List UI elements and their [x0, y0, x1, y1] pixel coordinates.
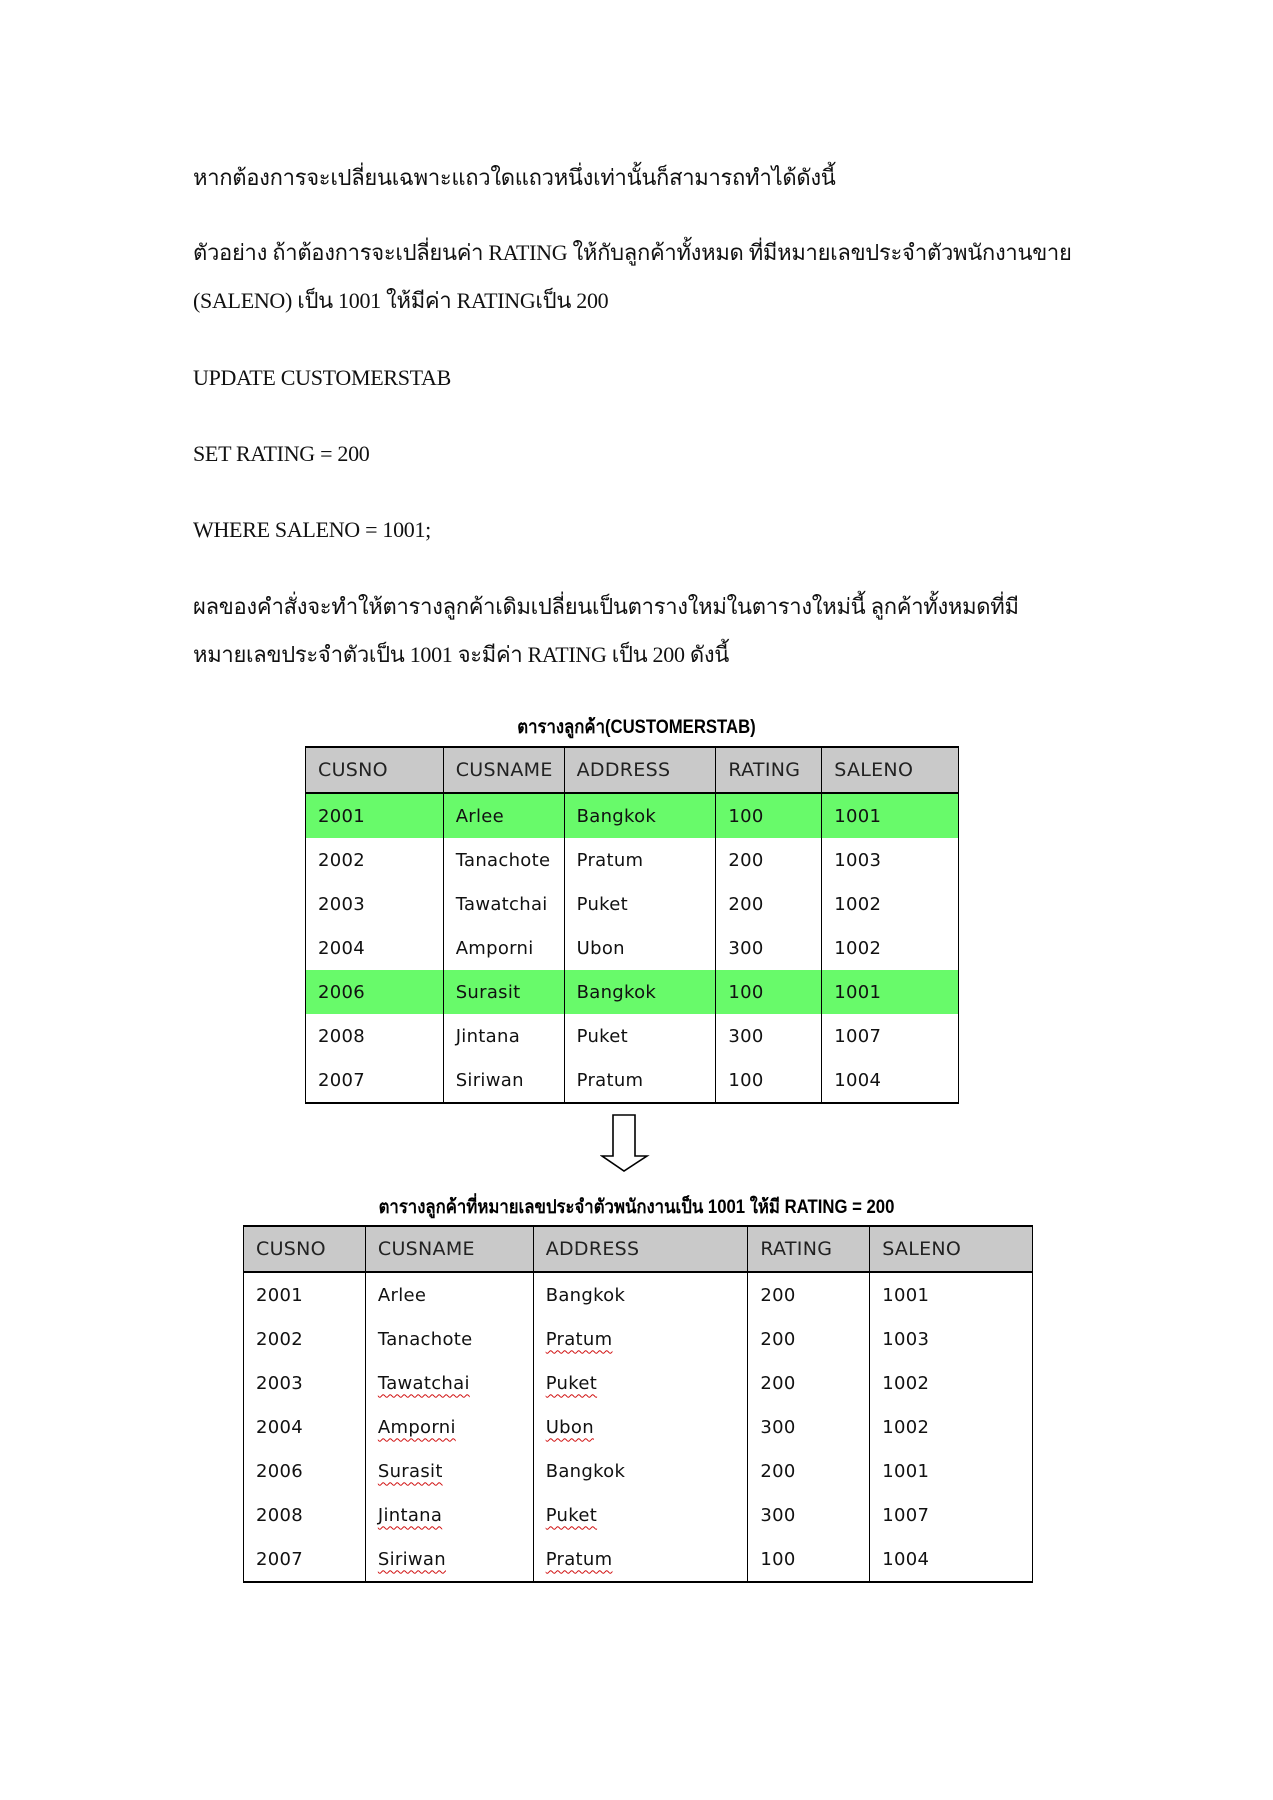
table-row — [306, 1058, 959, 1103]
spellcheck-flagged-word: Jintana — [377, 1504, 443, 1526]
cell-rating: 200 — [748, 1449, 870, 1493]
table-row — [244, 1317, 1033, 1361]
cell-cusname: Tanachote — [365, 1317, 533, 1361]
spellcheck-flagged-word: Tawatchai — [377, 1372, 470, 1394]
cell-cusname — [365, 1405, 533, 1449]
table-row — [306, 926, 959, 970]
spellcheck-flagged-word: Ubon — [545, 1416, 594, 1438]
cell-rating: 200 — [716, 882, 822, 926]
cell-cusname — [365, 1537, 533, 1582]
cell-rating: 100 — [716, 793, 822, 838]
spellcheck-flagged-word: Pratum — [545, 1548, 613, 1570]
cell-cusno: 2007 — [244, 1537, 366, 1582]
column-header-address: ADDRESS — [533, 1226, 748, 1272]
cell-cusname: Surasit — [443, 970, 564, 1014]
cell-address — [533, 1317, 748, 1361]
cell-address — [533, 1361, 748, 1405]
cell-address: Puket — [564, 1014, 716, 1058]
cell-saleno: 1003 — [870, 1317, 1033, 1361]
cell-cusno: 2007 — [306, 1058, 444, 1103]
table-header-row — [244, 1226, 1033, 1272]
cell-cusname: Siriwan — [443, 1058, 564, 1103]
column-header-saleno: SALENO — [822, 747, 959, 793]
spellcheck-flagged-word: Siriwan — [377, 1548, 446, 1570]
cell-rating: 200 — [748, 1272, 870, 1317]
table-row — [244, 1537, 1033, 1582]
cell-saleno: 1002 — [822, 926, 959, 970]
cell-rating: 200 — [748, 1317, 870, 1361]
cell-cusno: 2003 — [306, 882, 444, 926]
customers-table-before — [305, 746, 959, 1104]
customers-table-after — [243, 1225, 1033, 1583]
example-paragraph-line-1: ตัวอย่าง ถ้าต้องการจะเปลี่ยนค่า RATING ให้กับลูกค้าทั้งหมด ที่มีหมายเลขประจำตัวพนักงานขาย — [193, 240, 1072, 265]
spellcheck-flagged-word: Puket — [545, 1372, 598, 1394]
cell-cusno: 2004 — [306, 926, 444, 970]
cell-rating: 300 — [748, 1493, 870, 1537]
cell-rating: 200 — [716, 838, 822, 882]
example-paragraph-line-2: (SALENO) เป็น 1001 ให้มีค่า RATINGเป็น 200 — [193, 288, 609, 313]
cell-address: Bangkok — [564, 793, 716, 838]
column-header-cusname: CUSNAME — [365, 1226, 533, 1272]
column-header-cusno: CUSNO — [306, 747, 444, 793]
table-row — [244, 1405, 1033, 1449]
column-header-rating: RATING — [716, 747, 822, 793]
cell-cusname: Tanachote — [443, 838, 564, 882]
column-header-address: ADDRESS — [564, 747, 716, 793]
column-header-cusno: CUSNO — [244, 1226, 366, 1272]
sql-line-update: UPDATE CUSTOMERSTAB — [193, 365, 452, 390]
cell-saleno: 1001 — [822, 793, 959, 838]
cell-saleno: 1001 — [822, 970, 959, 1014]
cell-cusname — [365, 1493, 533, 1537]
cell-saleno: 1004 — [870, 1537, 1033, 1582]
cell-cusno: 2006 — [244, 1449, 366, 1493]
table-row — [244, 1272, 1033, 1317]
table-after-caption: ตารางลูกค้าที่หมายเลขประจำตัวพนักงานเป็น 1001 ให้มี RATING = 200 — [378, 1197, 895, 1218]
cell-cusno: 2002 — [244, 1317, 366, 1361]
cell-cusname: Arlee — [365, 1272, 533, 1317]
result-paragraph-line-2: หมายเลขประจำตัวเป็น 1001 จะมีค่า RATING เป็น 200 ดังนี้ — [193, 642, 730, 667]
intro-paragraph: หากต้องการจะเปลี่ยนเฉพาะแถวใดแถวหนึ่งเท่านั้นก็สามารถทำได้ดังนี้ — [193, 165, 836, 190]
cell-address: Puket — [564, 882, 716, 926]
cell-rating: 300 — [716, 1014, 822, 1058]
cell-address: Bangkok — [564, 970, 716, 1014]
cell-cusno: 2001 — [244, 1272, 366, 1317]
cell-rating: 200 — [748, 1361, 870, 1405]
column-header-cusname: CUSNAME — [443, 747, 564, 793]
cell-cusname — [365, 1449, 533, 1493]
cell-cusno: 2002 — [306, 838, 444, 882]
cell-saleno: 1004 — [822, 1058, 959, 1103]
down-arrow-icon — [600, 1114, 650, 1172]
cell-saleno: 1007 — [870, 1493, 1033, 1537]
cell-address: Pratum — [564, 838, 716, 882]
result-paragraph-line-1: ผลของคำสั่งจะทำให้ตารางลูกค้าเดิมเปลี่ยนเป็นตารางใหม่ในตารางใหม่นี้ ลูกค้าทั้งหมดที่มี — [193, 594, 1019, 619]
cell-rating: 100 — [716, 1058, 822, 1103]
table-row-highlighted — [306, 793, 959, 838]
cell-saleno: 1001 — [870, 1272, 1033, 1317]
cell-address: Bangkok — [533, 1272, 748, 1317]
cell-saleno: 1007 — [822, 1014, 959, 1058]
table-row — [306, 882, 959, 926]
cell-saleno: 1003 — [822, 838, 959, 882]
spellcheck-flagged-word: Surasit — [377, 1460, 443, 1482]
cell-cusno: 2004 — [244, 1405, 366, 1449]
cell-rating: 100 — [716, 970, 822, 1014]
table-row — [244, 1493, 1033, 1537]
cell-cusname: Jintana — [443, 1014, 564, 1058]
table-row — [306, 838, 959, 882]
cell-saleno: 1002 — [822, 882, 959, 926]
table-row — [244, 1361, 1033, 1405]
cell-rating: 300 — [748, 1405, 870, 1449]
cell-rating: 100 — [748, 1537, 870, 1582]
spellcheck-flagged-word: Amporni — [377, 1416, 456, 1438]
cell-saleno: 1002 — [870, 1361, 1033, 1405]
table-row-highlighted — [306, 970, 959, 1014]
spellcheck-flagged-word: Puket — [545, 1504, 598, 1526]
cell-address: Pratum — [564, 1058, 716, 1103]
column-header-saleno: SALENO — [870, 1226, 1033, 1272]
sql-line-set: SET RATING = 200 — [193, 441, 370, 466]
cell-cusno: 2001 — [306, 793, 444, 838]
cell-address: Bangkok — [533, 1449, 748, 1493]
cell-saleno: 1001 — [870, 1449, 1033, 1493]
cell-address — [533, 1493, 748, 1537]
sql-line-where: WHERE SALENO = 1001; — [193, 517, 431, 542]
spellcheck-flagged-word: Pratum — [545, 1328, 613, 1350]
cell-cusno: 2006 — [306, 970, 444, 1014]
cell-rating: 300 — [716, 926, 822, 970]
cell-cusname: Tawatchai — [443, 882, 564, 926]
cell-address — [533, 1405, 748, 1449]
table-before-caption: ตารางลูกค้า(CUSTOMERSTAB) — [517, 717, 756, 738]
cell-saleno: 1002 — [870, 1405, 1033, 1449]
table-row — [306, 1014, 959, 1058]
cell-cusname: Amporni — [443, 926, 564, 970]
cell-cusno: 2008 — [244, 1493, 366, 1537]
cell-cusname: Arlee — [443, 793, 564, 838]
cell-cusname — [365, 1361, 533, 1405]
cell-cusno: 2003 — [244, 1361, 366, 1405]
column-header-rating: RATING — [748, 1226, 870, 1272]
cell-cusno: 2008 — [306, 1014, 444, 1058]
cell-address: Ubon — [564, 926, 716, 970]
table-row — [244, 1449, 1033, 1493]
cell-address — [533, 1537, 748, 1582]
table-header-row — [306, 747, 959, 793]
